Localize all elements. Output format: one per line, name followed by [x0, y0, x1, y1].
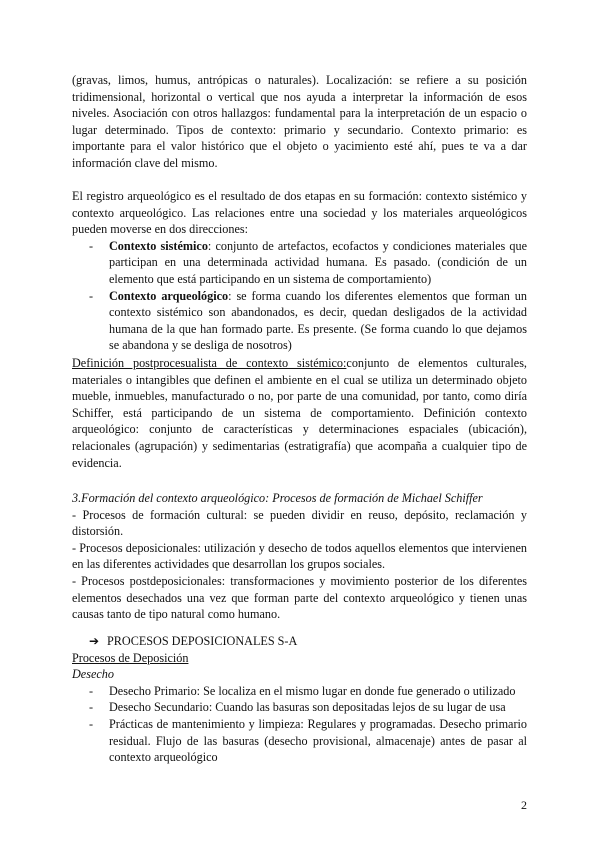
- formacion-line-cultural: - Procesos de formación cultural: se pueden dividir en reuso, depósito, reclamación y distorsión.: [72, 507, 527, 539]
- registro-list: [72, 238, 527, 354]
- section-procesos-deposicionales: [72, 633, 527, 766]
- desecho-list: [72, 683, 527, 766]
- desc-contexto-sistemico: : conjunto de artefactos, ecofactos y condiciones materiales que participan en una determinada actividad humana. Es pasado. (condición de un elemento que está participando en un sistema de comportamiento): [109, 238, 527, 286]
- page-number: 2: [521, 798, 527, 812]
- definicion-title: Definición postprocesualista de contexto sistémico:: [72, 356, 347, 370]
- formacion-line-postdeposicionales: - Procesos postdeposicionales: transformaciones y movimiento posterior de los diferentes elementos desechados una vez que forman parte del contexto arqueológico y tienen unas causas tanto de tipo natural como humano.: [72, 573, 527, 622]
- term-contexto-sistemico: Contexto sistémico: [109, 238, 208, 253]
- procesos-subheading: Procesos de Deposición: [72, 650, 189, 665]
- formacion-heading: [72, 490, 527, 507]
- arrow-right-icon: ➔: [89, 634, 100, 648]
- section-formacion: [72, 490, 527, 623]
- formacion-heading-text: 3.Formación del contexto arqueológico: Procesos de formación de Michael Schiffer: [72, 491, 483, 505]
- formacion-line-deposicionales: - Procesos deposicionales: utilización y desecho de todos aquellos elementos que intervienen en las diferentes actividades que desarrollan los grupos sociales.: [72, 540, 527, 572]
- list-item-contexto-arqueologico: [72, 288, 527, 354]
- registro-intro: El registro arqueológico es el resultado de dos etapas en su formación: contexto sistémico y contexto arqueológico. Las relaciones entre una sociedad y los materiales arqueológicos pueden moverse en dos direcciones:: [72, 189, 527, 237]
- heading-mark: 􏰀: [482, 491, 493, 505]
- list-item-desecho-secundario: - Desecho Secundario: Cuando las basuras son depositadas lejos de su lugar de usa: [72, 699, 527, 716]
- section-registro-arqueologico: [72, 188, 527, 354]
- desc-contexto-arqueologico: : se forma cuando los diferentes elementos que forman un contexto sistémico son abandonados, es decir, quedan desligados de la actividad humana de la que han formado parte. Es presente. (Se forma cuando lo que dejamos se abandona y se desliga de nosotros): [109, 288, 527, 353]
- list-item-practicas-mantenimiento: - Prácticas de mantenimiento y limpieza: Regulares y programadas. Desecho primario residual. Flujo de las basuras (desecho provisional, almacenaje) antes de pasar al contexto arqueológico: [72, 716, 527, 766]
- procesos-heading-text: PROCESOS DEPOSICIONALES S-A: [107, 634, 298, 648]
- list-item-contexto-sistemico: [72, 238, 527, 288]
- definicion-text: conjunto de elementos culturales, materiales o intangibles que definen el ambiente en el cual se utiliza un determinado objeto mueble, inmuebles, manufacturado o no, por parte de una comunidad, por tanto, como diría Schiffer, está participando de un sistema de comportamiento. Definición contexto arqueológico: conjunto de características y determinaciones espaciales (ubicación), relacionales (agrupación) y sedimentarias (estratigrafía) que acompaña a cualquier tipo de evidencia.: [72, 356, 527, 470]
- paragraph-contexto-tipos: (gravas, limos, humus, antrópicas o naturales). Localización: se refiere a su posición tridimensional, horizontal o vertical que nos ayuda a interpretar la información de esos niveles. Asociación con otros hallazgos: fundamental para la interpretación de un espacio o lugar determinado. Tipos de contexto: primario y secundario. Contexto primario: es importante para el valor histórico que el objeto o yacimiento esté ahí, pues te va a dar información clave del mismo.: [72, 73, 527, 170]
- term-contexto-arqueologico: Contexto arqueológico: [109, 288, 229, 303]
- list-item-desecho-primario: - Desecho Primario: Se localiza en el mismo lugar en donde fue generado o utilizado: [72, 683, 527, 700]
- procesos-category: Desecho: [72, 667, 114, 682]
- paragraph-definicion: [72, 355, 527, 471]
- procesos-arrow-heading: [72, 633, 527, 650]
